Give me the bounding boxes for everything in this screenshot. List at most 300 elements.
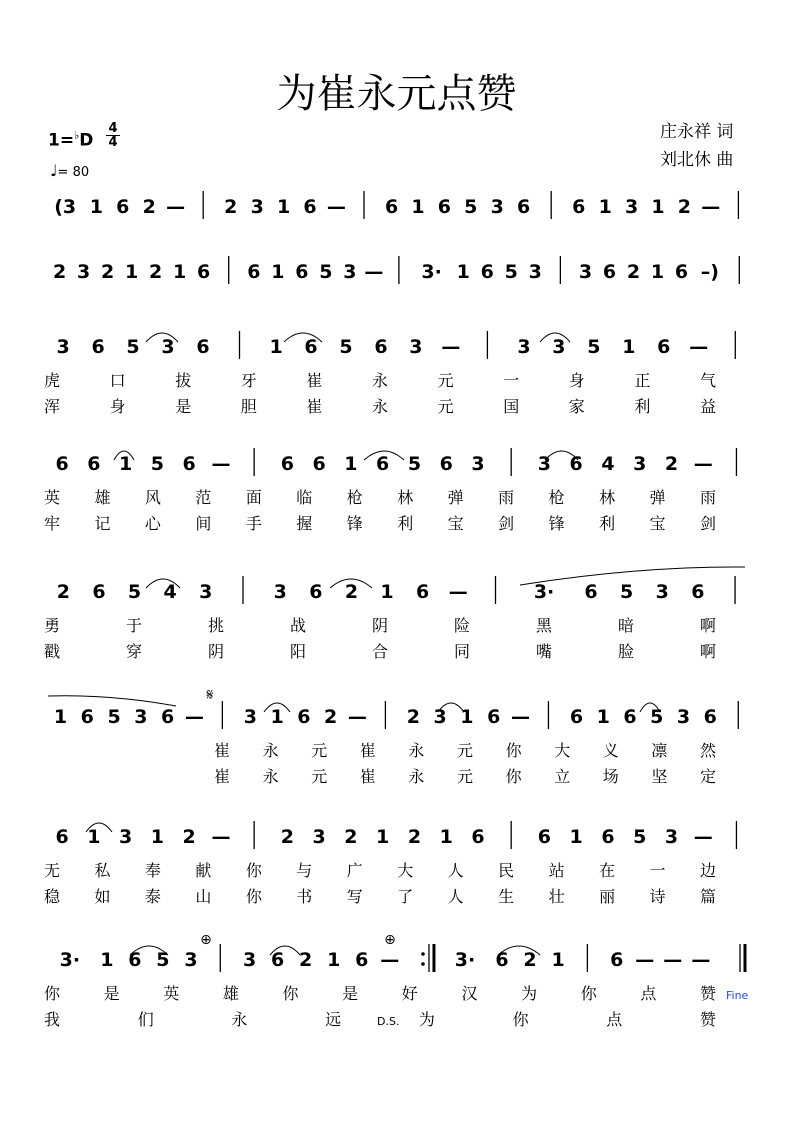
lyric-char: 剑	[699, 514, 717, 533]
note: 1	[269, 336, 283, 358]
lyric-char: 我	[43, 1010, 61, 1029]
lyric-char: 无	[43, 861, 61, 880]
lyric-char: 崔	[306, 397, 323, 416]
note: 5	[127, 581, 142, 603]
lyric-char: 如	[94, 887, 111, 906]
lyric-char: 献	[195, 861, 212, 880]
note: 6	[674, 261, 689, 283]
note: 3	[552, 336, 566, 358]
note: 1	[596, 706, 610, 728]
lyric-char: 立	[554, 767, 571, 786]
lyric-char: 阳	[289, 642, 307, 661]
note: 5	[407, 453, 422, 475]
note: 5	[107, 706, 121, 728]
note: 3	[119, 826, 133, 848]
note: —	[510, 706, 530, 728]
note: 6	[312, 453, 326, 475]
note: 6	[80, 706, 94, 728]
lyric-char: 虎	[43, 371, 61, 390]
lyric-char: 点	[606, 1010, 623, 1029]
note: 3	[471, 453, 485, 475]
lyric-char: 赞	[699, 1010, 717, 1029]
lyric-char: 剑	[498, 514, 515, 533]
note: 3	[517, 336, 531, 358]
lyric-char: 元	[311, 767, 328, 786]
lyric-char: 利	[397, 514, 414, 533]
lyric-char: 林	[397, 488, 414, 507]
note: 6	[610, 949, 624, 971]
note: 1	[411, 196, 425, 218]
page-title: 为崔永元点赞	[276, 71, 517, 117]
note: 1	[53, 706, 68, 728]
lyric-char: 元	[437, 371, 454, 390]
note: 5	[150, 453, 165, 475]
lyric-char: 战	[289, 616, 307, 635]
lyric-char: 啊	[699, 616, 717, 635]
lyric-char: 国	[503, 397, 520, 416]
lyric-char: 崔	[359, 741, 376, 760]
note: 3	[664, 826, 679, 848]
note: 6	[480, 261, 494, 283]
note: 1	[276, 196, 291, 218]
note: —	[693, 453, 713, 475]
note: 6	[116, 196, 130, 218]
note: 2	[664, 453, 679, 475]
lyric-char: 锋	[346, 514, 363, 533]
lyric-char: 胆	[240, 397, 257, 416]
lyric-char: 为	[521, 984, 538, 1003]
lyric-char: 利	[634, 397, 651, 416]
lyric-char: 牙	[240, 371, 257, 390]
note: 3	[250, 196, 264, 218]
lyric-char: 你	[505, 741, 522, 760]
lyric-char: 你	[245, 887, 262, 906]
note: —	[211, 826, 231, 848]
note: 5	[464, 196, 478, 218]
note: 3	[243, 706, 257, 728]
lyric-char: 场	[602, 767, 619, 786]
note: 6	[87, 453, 101, 475]
note: 2	[299, 949, 313, 971]
note: —	[326, 196, 346, 218]
note: 6	[437, 196, 452, 218]
note: 4	[601, 453, 615, 475]
lyric-char: 宝	[447, 514, 464, 533]
note: 6	[584, 581, 598, 603]
lyric-char: 书	[296, 887, 313, 906]
lyric-char: 在	[599, 861, 616, 880]
lyric-char: 大	[397, 861, 414, 880]
lyric-char: 脸	[617, 642, 635, 661]
note: 5	[587, 336, 601, 358]
note: 1	[456, 261, 470, 283]
lyric-char: 赞	[699, 984, 717, 1003]
note: 6	[691, 581, 705, 603]
lyric-char: 宝	[649, 514, 666, 533]
lyric-char: 面	[245, 488, 262, 507]
lyric-char: 永	[408, 767, 425, 786]
note: 1	[125, 261, 139, 283]
lyric-char: 雄	[94, 488, 111, 507]
note: —	[211, 453, 231, 475]
note: 2	[406, 706, 421, 728]
coda-icon: ⊕	[384, 932, 396, 948]
note: 3	[624, 196, 639, 218]
note: —	[689, 336, 709, 358]
lyric-char: 你	[282, 984, 299, 1003]
note: 3·	[59, 949, 81, 971]
note: 1	[119, 453, 133, 475]
note: 1	[650, 261, 665, 283]
lyric-char: 点	[640, 984, 657, 1003]
note: 1	[173, 261, 187, 283]
lyric-char: 险	[453, 616, 471, 635]
note: 6	[280, 453, 294, 475]
note: 3	[134, 706, 148, 728]
lyric-char: 广	[346, 861, 363, 880]
note: 1	[344, 453, 358, 475]
note: 2	[149, 261, 163, 283]
note: 3·	[533, 581, 555, 603]
note: 5	[504, 261, 518, 283]
note: 6	[703, 706, 717, 728]
lyric-char: 永	[371, 371, 389, 390]
lyric-char: 手	[245, 514, 262, 533]
note: —	[448, 581, 468, 603]
quarter-note-icon: ♩	[50, 161, 58, 180]
key-tonic: D	[79, 130, 94, 151]
lyric-char: 私	[94, 861, 111, 880]
note: 2	[56, 581, 70, 603]
lyric-char: 雨	[699, 488, 717, 507]
lyricist-credit: 庄永祥 词	[660, 122, 734, 142]
note: 1	[569, 826, 583, 848]
note: 2	[101, 261, 115, 283]
note: 6	[304, 336, 318, 358]
lyric-char: 坚	[651, 767, 668, 786]
note: 6	[537, 826, 552, 848]
lyric-char: 口	[109, 371, 126, 390]
note: 1	[651, 196, 665, 218]
note: 2	[182, 826, 196, 848]
note: 6	[271, 949, 285, 971]
lyric-char: 好	[401, 984, 418, 1003]
note: 6	[196, 336, 210, 358]
note: 1	[271, 261, 285, 283]
coda-icon: ⊕	[200, 932, 212, 948]
lyric-char: 利	[599, 514, 616, 533]
note: –)	[700, 261, 719, 283]
lyric-char: 雨	[498, 488, 515, 507]
lyric-char: 气	[699, 371, 717, 390]
note: —	[380, 949, 400, 971]
note: 2	[344, 826, 358, 848]
lyric-char: 生	[498, 887, 515, 906]
note: 6	[355, 949, 369, 971]
lyric-char: 崔	[359, 767, 376, 786]
note: —	[693, 826, 713, 848]
lyric-char: 心	[144, 514, 161, 533]
lyric-char: 远	[325, 1010, 342, 1029]
note: 6	[309, 581, 323, 603]
note: —	[691, 949, 711, 971]
note: 3	[676, 706, 691, 728]
lyric-char: 篇	[699, 887, 717, 906]
lyric-char: 牢	[43, 514, 61, 533]
lyric-char: 站	[548, 861, 565, 880]
segno-icon: 𝄋	[206, 685, 214, 704]
note: 5	[156, 949, 170, 971]
note: 2	[407, 826, 422, 848]
note: 6	[374, 336, 388, 358]
lyric-char: 大	[554, 741, 571, 760]
lyric-char: 暗	[617, 616, 635, 635]
lyric-char: 身	[568, 371, 585, 390]
lyric-char: 范	[195, 488, 212, 507]
note: 3	[409, 336, 423, 358]
note: 6	[384, 196, 399, 218]
lyric-char: 一	[649, 861, 666, 880]
note: —	[166, 196, 186, 218]
lyric-char: 元	[311, 741, 328, 760]
lyric-char: 你	[245, 861, 262, 880]
note: 4	[163, 581, 177, 603]
note: 3	[633, 453, 647, 475]
note: 5	[650, 706, 664, 728]
lyric-char: 崔	[213, 741, 231, 760]
lyric-char: 黑	[535, 616, 553, 635]
note: —	[663, 949, 683, 971]
note: 2	[523, 949, 537, 971]
note: 3	[242, 949, 257, 971]
note: 1	[376, 826, 390, 848]
note: 1	[270, 706, 284, 728]
lyric-char: 崔	[213, 767, 231, 786]
note: —	[635, 949, 655, 971]
lyric-char: 弹	[649, 488, 666, 507]
lyric-char: 锋	[548, 514, 565, 533]
key-prefix: 1=	[48, 130, 75, 151]
note: 6	[92, 581, 106, 603]
lyric-char: 风	[144, 488, 161, 507]
lyric-char: 元	[456, 767, 474, 786]
note: 5	[339, 336, 353, 358]
note: 3	[56, 336, 70, 358]
note: 6	[303, 196, 317, 218]
note: 6	[297, 706, 311, 728]
lyric-char: 稳	[43, 887, 61, 906]
note: —	[364, 261, 384, 283]
lyric-char: 啊	[699, 642, 717, 661]
lyric-char: 汉	[461, 984, 478, 1003]
note: 6	[601, 826, 615, 848]
meter-bottom: 4	[106, 135, 120, 149]
note: 1	[89, 196, 104, 218]
lyric-char: 山	[195, 887, 212, 906]
lyric-char: 家	[568, 397, 585, 416]
lyric-char: 民	[498, 861, 515, 880]
note: 6	[569, 453, 583, 475]
note: 1	[598, 196, 612, 218]
note: 6	[471, 826, 485, 848]
note: 1	[327, 949, 341, 971]
lyric-char: 英	[163, 984, 180, 1003]
lyric-char: 浑	[43, 397, 61, 416]
lyric-char: 元	[456, 741, 474, 760]
note: 2	[324, 706, 338, 728]
repeat-dot	[421, 962, 425, 966]
lyric-char: 崔	[306, 371, 323, 390]
note: 2	[344, 581, 359, 603]
lyric-char: 弹	[447, 488, 464, 507]
lyric-char: 丽	[599, 887, 616, 906]
note: 2	[280, 826, 294, 848]
note: 3	[537, 453, 552, 475]
note: 1	[87, 826, 101, 848]
lyric-char: 握	[296, 514, 313, 533]
lyric-char: 穿	[125, 642, 143, 661]
note: 3	[343, 261, 357, 283]
lyric-char: 林	[599, 488, 616, 507]
lyric-char: 益	[699, 397, 717, 416]
composer-credit: 刘北休 曲	[660, 150, 734, 170]
lyric-char: 间	[195, 514, 212, 533]
lyric-char: 拔	[175, 371, 192, 390]
ds-marking: D.S.	[377, 1015, 400, 1028]
note: 6	[128, 949, 142, 971]
lyric-char: 壮	[548, 887, 565, 906]
note: 3	[161, 336, 175, 358]
repeat-dot	[421, 952, 425, 956]
lyric-char: 与	[296, 861, 313, 880]
note: 6	[569, 706, 584, 728]
note: 6	[657, 336, 671, 358]
lyric-char: 枪	[346, 488, 363, 507]
note: 6	[516, 196, 531, 218]
note: 6	[91, 336, 105, 358]
lyric-char: 戳	[43, 642, 61, 661]
tempo-value: = 80	[57, 165, 90, 180]
note: 5	[319, 261, 333, 283]
lyric-char: 泰	[144, 887, 161, 906]
lyric-char: 合	[371, 642, 389, 661]
lyric-char: 你	[512, 1010, 529, 1029]
note: 6	[416, 581, 430, 603]
lyric-char: 元	[437, 397, 454, 416]
note: 1	[150, 826, 165, 848]
lyric-char: 义	[602, 741, 619, 760]
note: 6	[572, 196, 586, 218]
note: 3	[312, 826, 326, 848]
note: 1	[380, 581, 394, 603]
meter-top: 4	[108, 121, 118, 136]
note: —	[184, 706, 204, 728]
note: 5	[619, 581, 634, 603]
note: 2	[53, 261, 67, 283]
lyric-char: 身	[109, 397, 126, 416]
note: 6	[197, 261, 211, 283]
note: 2	[224, 196, 238, 218]
note: 5	[633, 826, 647, 848]
lyric-char: 是	[103, 984, 120, 1003]
note: 6	[487, 706, 501, 728]
note: —	[441, 336, 461, 358]
note: 3	[578, 261, 593, 283]
lyric-char: 边	[699, 861, 717, 880]
lyric-char: 人	[447, 887, 464, 906]
lyric-char: 勇	[43, 616, 61, 635]
note: 6	[623, 706, 637, 728]
lyric-char: 挑	[207, 616, 225, 635]
note: 3·	[421, 261, 442, 283]
lyric-char: 永	[231, 1010, 248, 1029]
lyric-char: 是	[175, 397, 192, 416]
lyric-char: 写	[346, 887, 363, 906]
note: 6	[295, 261, 309, 283]
note: 3	[433, 706, 447, 728]
lyric-char: 记	[94, 514, 111, 533]
lyric-char: 人	[447, 861, 464, 880]
note: 3	[528, 261, 542, 283]
lyric-char: 然	[699, 741, 717, 760]
note: 1	[460, 706, 474, 728]
lyric-char: 凛	[651, 741, 668, 760]
note: 6	[182, 453, 196, 475]
lyric-char: 永	[262, 741, 279, 760]
flat-accidental: ♭	[74, 129, 80, 142]
note: 3	[199, 581, 213, 603]
note: —	[701, 196, 721, 218]
note: 3	[184, 949, 198, 971]
lyric-char: 阴	[371, 616, 389, 635]
lyric-char: 枪	[548, 488, 565, 507]
lyric-char: 同	[453, 642, 471, 661]
note: 3·	[454, 949, 476, 971]
note: 6	[376, 453, 390, 475]
note: 3	[273, 581, 287, 603]
note: 6	[160, 706, 175, 728]
lyric-char: 了	[397, 887, 414, 906]
note: 1	[439, 826, 453, 848]
note: 6	[55, 453, 69, 475]
lyric-char: 阴	[207, 642, 225, 661]
note: 6	[439, 453, 453, 475]
lyric-char: 你	[505, 767, 522, 786]
lyric-char: 为	[418, 1010, 435, 1029]
note: 3	[490, 196, 504, 218]
note: 3	[655, 581, 669, 603]
note: 5	[126, 336, 140, 358]
lyric-char: 一	[503, 371, 520, 390]
lyric-char: 雄	[222, 984, 239, 1003]
lyric-char: 英	[43, 488, 61, 507]
note: 6	[55, 826, 69, 848]
lyric-char: 临	[296, 488, 313, 507]
slur	[48, 696, 176, 706]
lyric-char: 定	[699, 767, 717, 786]
note: 3	[77, 261, 91, 283]
lyric-char: 你	[580, 984, 597, 1003]
lyric-char: 永	[371, 397, 389, 416]
lyric-char: 你	[43, 984, 61, 1003]
lyric-char: 是	[342, 984, 359, 1003]
lyric-char: 诗	[649, 887, 666, 906]
lyric-char: 们	[137, 1010, 154, 1029]
note: 6	[247, 261, 261, 283]
note: 1	[551, 949, 565, 971]
note: (3	[54, 196, 77, 218]
note: 2	[626, 261, 641, 283]
